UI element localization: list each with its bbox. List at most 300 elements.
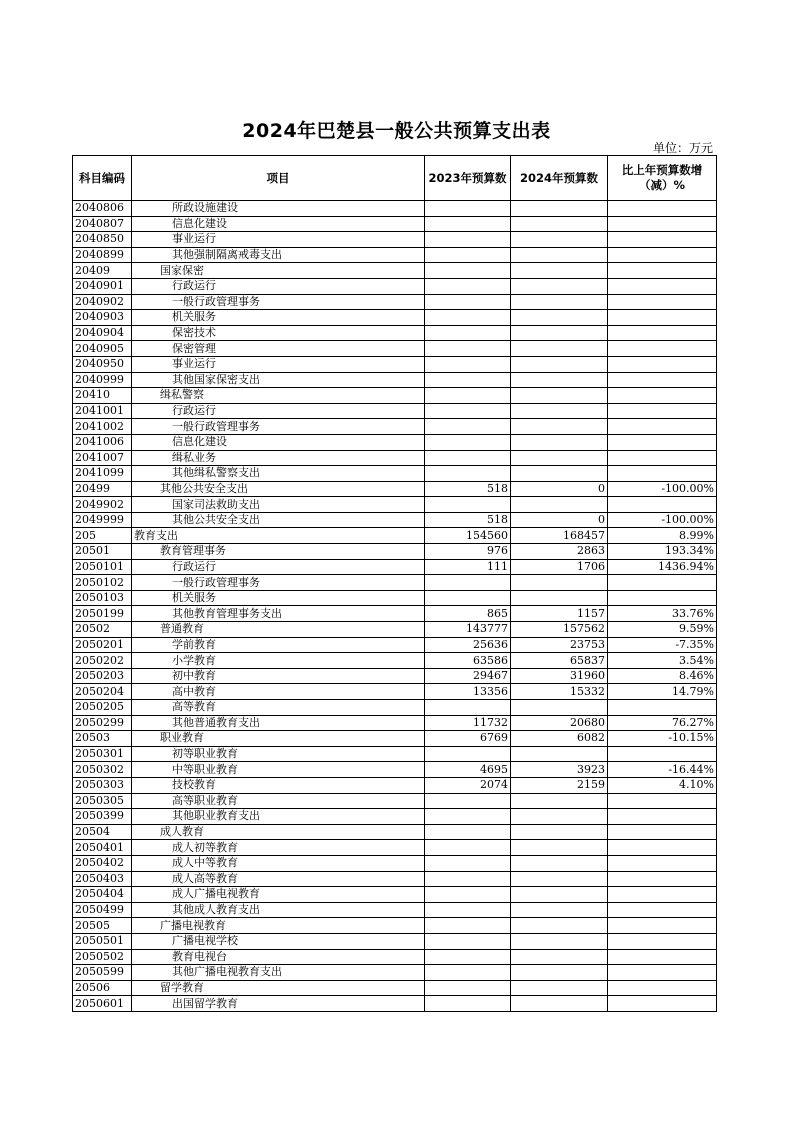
item-name: 小学教育 xyxy=(172,653,216,667)
cell-code: 2050305 xyxy=(73,793,132,809)
item-name: 教育电视台 xyxy=(172,949,227,963)
cell-budget-2023 xyxy=(425,216,511,232)
table-row xyxy=(73,466,717,482)
cell-code: 20499 xyxy=(73,481,132,497)
cell-item xyxy=(132,512,425,528)
cell-change xyxy=(608,466,717,482)
cell-code: 2040850 xyxy=(73,232,132,248)
cell-code: 2050299 xyxy=(73,715,132,731)
cell-item xyxy=(132,840,425,856)
table-row xyxy=(73,606,717,622)
cell-code: 2040902 xyxy=(73,294,132,310)
table-row xyxy=(73,731,717,747)
cell-budget-2024 xyxy=(511,918,608,934)
cell-change: 8.99% xyxy=(608,528,717,544)
cell-item xyxy=(132,263,425,279)
cell-budget-2023 xyxy=(425,356,511,372)
cell-change xyxy=(608,216,717,232)
cell-budget-2023 xyxy=(425,419,511,435)
cell-budget-2024 xyxy=(511,325,608,341)
table-row xyxy=(73,450,717,466)
item-name: 信息化建设 xyxy=(172,435,227,449)
header-budget-2024: 2024年预算数 xyxy=(511,156,608,201)
table-row xyxy=(73,933,717,949)
cell-item xyxy=(132,606,425,622)
cell-change: -100.00% xyxy=(608,512,717,528)
item-name: 出国留学教育 xyxy=(172,996,238,1010)
item-name: 广播电视教育 xyxy=(160,918,226,932)
table-row xyxy=(73,918,717,934)
item-name: 学前教育 xyxy=(172,637,216,651)
cell-item xyxy=(132,855,425,871)
cell-change xyxy=(608,840,717,856)
cell-item xyxy=(132,980,425,996)
cell-budget-2023: 13356 xyxy=(425,684,511,700)
cell-budget-2023 xyxy=(425,996,511,1012)
cell-budget-2023: 4695 xyxy=(425,762,511,778)
cell-budget-2024 xyxy=(511,466,608,482)
table-row xyxy=(73,746,717,762)
cell-code: 20503 xyxy=(73,731,132,747)
cell-budget-2024: 1157 xyxy=(511,606,608,622)
cell-budget-2023: 11732 xyxy=(425,715,511,731)
cell-item xyxy=(132,700,425,716)
cell-budget-2024 xyxy=(511,590,608,606)
cell-change xyxy=(608,824,717,840)
item-name: 普通教育 xyxy=(160,622,204,636)
cell-code: 2040903 xyxy=(73,310,132,326)
cell-item xyxy=(132,887,425,903)
header-code: 科目编码 xyxy=(73,156,132,201)
table-row xyxy=(73,762,717,778)
cell-budget-2024 xyxy=(511,232,608,248)
cell-budget-2023 xyxy=(425,497,511,513)
cell-budget-2023 xyxy=(425,700,511,716)
item-name: 保密管理 xyxy=(172,341,216,355)
cell-budget-2023 xyxy=(425,824,511,840)
item-name: 高等教育 xyxy=(172,700,216,714)
table-row xyxy=(73,388,717,404)
table-row xyxy=(73,341,717,357)
cell-budget-2023: 154560 xyxy=(425,528,511,544)
table-row xyxy=(73,793,717,809)
item-name: 教育管理事务 xyxy=(160,544,226,558)
cell-budget-2024 xyxy=(511,809,608,825)
cell-budget-2024 xyxy=(511,996,608,1012)
cell-code: 2050205 xyxy=(73,700,132,716)
cell-item xyxy=(132,341,425,357)
cell-change: -16.44% xyxy=(608,762,717,778)
cell-item xyxy=(132,575,425,591)
item-name: 一般行政管理事务 xyxy=(172,294,260,308)
cell-budget-2024 xyxy=(511,341,608,357)
cell-code: 2040807 xyxy=(73,216,132,232)
table-row xyxy=(73,232,717,248)
cell-budget-2024: 0 xyxy=(511,512,608,528)
cell-item xyxy=(132,949,425,965)
cell-item xyxy=(132,528,425,544)
cell-item xyxy=(132,294,425,310)
cell-change xyxy=(608,996,717,1012)
item-name: 其他普通教育支出 xyxy=(172,715,260,729)
cell-item xyxy=(132,715,425,731)
cell-item xyxy=(132,232,425,248)
item-name: 其他国家保密支出 xyxy=(172,372,260,386)
item-name: 技校教育 xyxy=(172,778,216,792)
cell-budget-2024 xyxy=(511,247,608,263)
item-name: 其他成人教育支出 xyxy=(172,903,260,917)
cell-code: 2040806 xyxy=(73,201,132,217)
table-row xyxy=(73,809,717,825)
cell-budget-2024 xyxy=(511,887,608,903)
table-row xyxy=(73,653,717,669)
table-row xyxy=(73,528,717,544)
cell-budget-2024 xyxy=(511,575,608,591)
cell-code: 20506 xyxy=(73,980,132,996)
cell-item xyxy=(132,590,425,606)
cell-change xyxy=(608,434,717,450)
item-name: 事业运行 xyxy=(172,357,216,371)
cell-code: 2040999 xyxy=(73,372,132,388)
cell-budget-2023 xyxy=(425,403,511,419)
cell-code: 2049902 xyxy=(73,497,132,513)
cell-item xyxy=(132,310,425,326)
item-name: 机关服务 xyxy=(172,591,216,605)
item-name: 机关服务 xyxy=(172,310,216,324)
cell-budget-2023: 143777 xyxy=(425,622,511,638)
cell-budget-2023 xyxy=(425,840,511,856)
cell-item xyxy=(132,388,425,404)
cell-change xyxy=(608,294,717,310)
cell-code: 2050303 xyxy=(73,777,132,793)
cell-change: 14.79% xyxy=(608,684,717,700)
cell-change xyxy=(608,310,717,326)
cell-item xyxy=(132,450,425,466)
cell-budget-2023: 976 xyxy=(425,544,511,560)
cell-code: 205 xyxy=(73,528,132,544)
cell-item xyxy=(132,434,425,450)
cell-change xyxy=(608,497,717,513)
cell-code: 2050501 xyxy=(73,933,132,949)
table-row xyxy=(73,902,717,918)
cell-budget-2023 xyxy=(425,590,511,606)
cell-code: 2050101 xyxy=(73,559,132,575)
cell-budget-2023 xyxy=(425,871,511,887)
cell-budget-2024: 15332 xyxy=(511,684,608,700)
cell-code: 2041002 xyxy=(73,419,132,435)
cell-change: 193.34% xyxy=(608,544,717,560)
cell-item xyxy=(132,481,425,497)
table-row xyxy=(73,855,717,871)
item-name: 中等职业教育 xyxy=(172,762,238,776)
cell-budget-2023 xyxy=(425,575,511,591)
cell-code: 2050404 xyxy=(73,887,132,903)
cell-code: 2050601 xyxy=(73,996,132,1012)
table-row xyxy=(73,247,717,263)
cell-budget-2024 xyxy=(511,933,608,949)
cell-budget-2023 xyxy=(425,965,511,981)
item-name: 保密技术 xyxy=(172,326,216,340)
cell-change xyxy=(608,388,717,404)
header-budget-2023: 2023年预算数 xyxy=(425,156,511,201)
cell-budget-2023 xyxy=(425,325,511,341)
cell-change xyxy=(608,949,717,965)
cell-budget-2023 xyxy=(425,902,511,918)
cell-budget-2023: 29467 xyxy=(425,668,511,684)
cell-budget-2023 xyxy=(425,746,511,762)
cell-item xyxy=(132,622,425,638)
cell-budget-2023 xyxy=(425,201,511,217)
cell-change xyxy=(608,356,717,372)
cell-budget-2024: 0 xyxy=(511,481,608,497)
cell-budget-2024: 65837 xyxy=(511,653,608,669)
item-name: 信息化建设 xyxy=(172,216,227,230)
cell-item xyxy=(132,731,425,747)
cell-budget-2024 xyxy=(511,746,608,762)
cell-change xyxy=(608,902,717,918)
cell-code: 2041006 xyxy=(73,434,132,450)
cell-code: 20504 xyxy=(73,824,132,840)
item-name: 成人中等教育 xyxy=(172,856,238,870)
table-row xyxy=(73,590,717,606)
item-name: 其他缉私警察支出 xyxy=(172,466,260,480)
cell-item xyxy=(132,325,425,341)
table-row xyxy=(73,310,717,326)
table-row xyxy=(73,419,717,435)
cell-budget-2024 xyxy=(511,278,608,294)
cell-budget-2024 xyxy=(511,419,608,435)
cell-budget-2024 xyxy=(511,855,608,871)
cell-change: -7.35% xyxy=(608,637,717,653)
cell-change: 76.27% xyxy=(608,715,717,731)
cell-budget-2023 xyxy=(425,388,511,404)
cell-item xyxy=(132,793,425,809)
item-name: 其他公共安全支出 xyxy=(160,481,248,495)
cell-item xyxy=(132,466,425,482)
cell-code: 2040905 xyxy=(73,341,132,357)
cell-change xyxy=(608,450,717,466)
cell-change: -10.15% xyxy=(608,731,717,747)
cell-item xyxy=(132,637,425,653)
cell-code: 2050203 xyxy=(73,668,132,684)
item-name: 初等职业教育 xyxy=(172,747,238,761)
cell-item xyxy=(132,762,425,778)
cell-budget-2024 xyxy=(511,980,608,996)
header-item: 项目 xyxy=(132,156,425,201)
table-row xyxy=(73,715,717,731)
cell-change xyxy=(608,372,717,388)
cell-change xyxy=(608,700,717,716)
item-name: 初中教育 xyxy=(172,669,216,683)
cell-budget-2023 xyxy=(425,855,511,871)
cell-budget-2023 xyxy=(425,232,511,248)
cell-code: 2040904 xyxy=(73,325,132,341)
table-row xyxy=(73,840,717,856)
cell-budget-2023 xyxy=(425,887,511,903)
table-row xyxy=(73,294,717,310)
cell-budget-2024 xyxy=(511,263,608,279)
cell-budget-2023: 2074 xyxy=(425,777,511,793)
item-name: 其他广播电视教育支出 xyxy=(172,965,282,979)
cell-budget-2024 xyxy=(511,824,608,840)
cell-change xyxy=(608,793,717,809)
table-row xyxy=(73,637,717,653)
cell-item xyxy=(132,559,425,575)
cell-code: 20409 xyxy=(73,263,132,279)
cell-budget-2023: 6769 xyxy=(425,731,511,747)
cell-item xyxy=(132,356,425,372)
cell-code: 2040899 xyxy=(73,247,132,263)
cell-budget-2024 xyxy=(511,965,608,981)
table-row xyxy=(73,777,717,793)
table-row xyxy=(73,403,717,419)
cell-budget-2023 xyxy=(425,980,511,996)
cell-budget-2023: 865 xyxy=(425,606,511,622)
cell-budget-2023 xyxy=(425,294,511,310)
cell-budget-2024: 157562 xyxy=(511,622,608,638)
cell-budget-2023 xyxy=(425,793,511,809)
item-name: 广播电视学校 xyxy=(172,934,238,948)
cell-item xyxy=(132,278,425,294)
cell-change xyxy=(608,575,717,591)
item-name: 国家保密 xyxy=(160,263,204,277)
cell-code: 2041001 xyxy=(73,403,132,419)
cell-item xyxy=(132,653,425,669)
cell-change: 8.46% xyxy=(608,668,717,684)
cell-budget-2024 xyxy=(511,497,608,513)
cell-code: 2050599 xyxy=(73,965,132,981)
cell-budget-2023 xyxy=(425,466,511,482)
cell-change xyxy=(608,918,717,934)
cell-budget-2024 xyxy=(511,700,608,716)
cell-budget-2023: 63586 xyxy=(425,653,511,669)
cell-change: 3.54% xyxy=(608,653,717,669)
item-name: 其他公共安全支出 xyxy=(172,513,260,527)
table-row xyxy=(73,512,717,528)
cell-code: 2049999 xyxy=(73,512,132,528)
header-change-line1: 比上年预算数增 xyxy=(621,163,703,177)
cell-budget-2024 xyxy=(511,450,608,466)
cell-code: 2050401 xyxy=(73,840,132,856)
cell-item xyxy=(132,809,425,825)
cell-item xyxy=(132,201,425,217)
table-row xyxy=(73,949,717,965)
cell-budget-2024: 1706 xyxy=(511,559,608,575)
cell-budget-2023: 518 xyxy=(425,512,511,528)
cell-budget-2023 xyxy=(425,450,511,466)
table-row xyxy=(73,700,717,716)
cell-budget-2023 xyxy=(425,933,511,949)
table-row xyxy=(73,980,717,996)
cell-item xyxy=(132,918,425,934)
cell-change xyxy=(608,746,717,762)
cell-budget-2023: 518 xyxy=(425,481,511,497)
item-name: 成人高等教育 xyxy=(172,871,238,885)
cell-budget-2024 xyxy=(511,840,608,856)
cell-change: 1436.94% xyxy=(608,559,717,575)
cell-item xyxy=(132,996,425,1012)
cell-item xyxy=(132,902,425,918)
item-name: 行政运行 xyxy=(172,404,216,418)
cell-code: 2050301 xyxy=(73,746,132,762)
cell-change xyxy=(608,809,717,825)
cell-budget-2024 xyxy=(511,434,608,450)
table-row xyxy=(73,263,717,279)
table-row xyxy=(73,372,717,388)
item-name: 成人教育 xyxy=(160,825,204,839)
item-name: 高等职业教育 xyxy=(172,793,238,807)
cell-code: 2050201 xyxy=(73,637,132,653)
cell-budget-2024 xyxy=(511,372,608,388)
cell-code: 2050103 xyxy=(73,590,132,606)
cell-budget-2024 xyxy=(511,216,608,232)
item-name: 缉私业务 xyxy=(172,450,216,464)
cell-code: 2040950 xyxy=(73,356,132,372)
cell-budget-2024 xyxy=(511,793,608,809)
table-row xyxy=(73,325,717,341)
item-name: 职业教育 xyxy=(160,731,204,745)
page-title: 2024年巴楚县一般公共预算支出表 xyxy=(242,120,551,142)
cell-change xyxy=(608,965,717,981)
cell-budget-2024: 23753 xyxy=(511,637,608,653)
cell-budget-2024 xyxy=(511,310,608,326)
table-row xyxy=(73,559,717,575)
cell-item xyxy=(132,746,425,762)
cell-code: 2050403 xyxy=(73,871,132,887)
cell-item xyxy=(132,497,425,513)
cell-code: 2050204 xyxy=(73,684,132,700)
cell-change: 9.59% xyxy=(608,622,717,638)
cell-code: 2050502 xyxy=(73,949,132,965)
cell-budget-2023 xyxy=(425,434,511,450)
cell-item xyxy=(132,668,425,684)
item-name: 其他职业教育支出 xyxy=(172,809,260,823)
cell-budget-2023 xyxy=(425,372,511,388)
cell-code: 20502 xyxy=(73,622,132,638)
cell-change xyxy=(608,247,717,263)
cell-budget-2024 xyxy=(511,388,608,404)
cell-item xyxy=(132,965,425,981)
table-row xyxy=(73,497,717,513)
cell-budget-2024: 20680 xyxy=(511,715,608,731)
cell-budget-2024 xyxy=(511,403,608,419)
table-row xyxy=(73,575,717,591)
cell-code: 2041099 xyxy=(73,466,132,482)
cell-code: 20410 xyxy=(73,388,132,404)
item-name: 其他强制隔离戒毒支出 xyxy=(172,248,282,262)
cell-budget-2024 xyxy=(511,294,608,310)
cell-item xyxy=(132,933,425,949)
cell-item xyxy=(132,777,425,793)
cell-change xyxy=(608,887,717,903)
cell-code: 2050202 xyxy=(73,653,132,669)
cell-change: 4.10% xyxy=(608,777,717,793)
cell-change xyxy=(608,263,717,279)
cell-code: 20501 xyxy=(73,544,132,560)
cell-code: 20505 xyxy=(73,918,132,934)
table-row xyxy=(73,887,717,903)
item-name: 事业运行 xyxy=(172,232,216,246)
cell-change xyxy=(608,278,717,294)
cell-change xyxy=(608,871,717,887)
cell-change xyxy=(608,232,717,248)
table-row xyxy=(73,824,717,840)
cell-item xyxy=(132,247,425,263)
cell-change xyxy=(608,933,717,949)
cell-item xyxy=(132,216,425,232)
item-name: 一般行政管理事务 xyxy=(172,575,260,589)
table-row xyxy=(73,278,717,294)
